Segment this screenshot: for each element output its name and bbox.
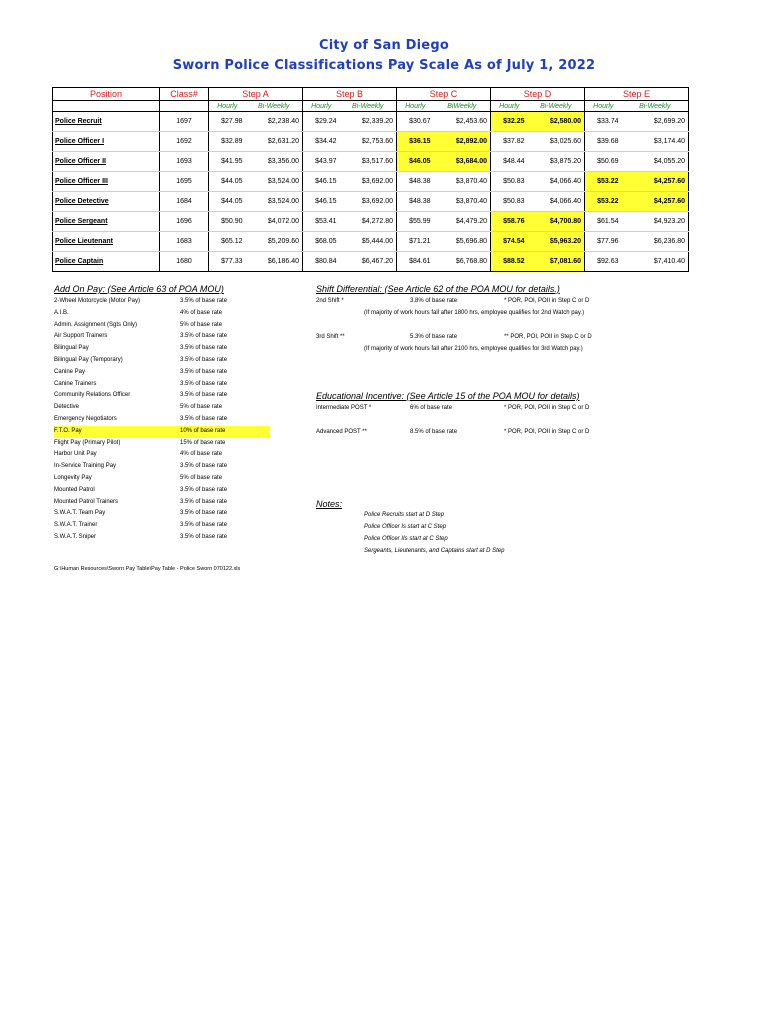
list-item xyxy=(54,438,270,450)
list-item xyxy=(54,402,270,414)
addon-name: F.T.O. Pay xyxy=(54,427,82,434)
position-cell: Police Lieutenant xyxy=(53,232,160,252)
biweekly-cell: $2,699.20 xyxy=(622,112,689,132)
biweekly-cell: $5,963.20 xyxy=(528,232,585,252)
table-row xyxy=(53,112,689,132)
header-step-c: Step C xyxy=(397,88,491,101)
table-row xyxy=(53,132,689,152)
addon-rate: 3.5% of base rate xyxy=(180,486,228,493)
note-line: Police Officer IIs start at C Step xyxy=(364,536,448,542)
shift2-label: 2nd Shift * xyxy=(316,298,344,304)
addon-name: Flight Pay (Primary Pilot) xyxy=(54,439,121,446)
addon-name: Bilingual Pay (Temporary) xyxy=(54,356,123,363)
biweekly-cell: $4,272.80 xyxy=(340,212,397,232)
header-position: Position xyxy=(53,88,160,101)
note-line: Police Officer Is start at C Step xyxy=(364,524,447,530)
list-item xyxy=(54,473,270,485)
addon-rate: 3.5% of base rate xyxy=(180,356,228,363)
addon-rate: 3.5% of base rate xyxy=(180,345,228,352)
list-item xyxy=(54,343,270,355)
hourly-cell: $50.83 xyxy=(491,172,528,192)
biweekly-cell: $4,066.40 xyxy=(528,172,585,192)
edu-heading: Educational Incentive: (See Article 15 of the POA MOU for details) xyxy=(316,391,580,401)
hourly-cell: $48.44 xyxy=(491,152,528,172)
class-cell: 1680 xyxy=(160,252,209,272)
subheader-hourly: Hourly xyxy=(491,101,528,112)
biweekly-cell: $2,580.00 xyxy=(528,112,585,132)
biweekly-cell: $6,236.80 xyxy=(622,232,689,252)
shift2-rate: 3.8% of base rate xyxy=(410,298,458,304)
biweekly-cell: $2,631.20 xyxy=(246,132,303,152)
hourly-cell: $32.25 xyxy=(491,112,528,132)
biweekly-cell: $3,174.40 xyxy=(622,132,689,152)
hourly-cell: $50.83 xyxy=(491,192,528,212)
hourly-cell: $34.42 xyxy=(303,132,340,152)
biweekly-cell: $3,524.00 xyxy=(246,192,303,212)
class-cell: 1692 xyxy=(160,132,209,152)
header-step-e: Step E xyxy=(585,88,689,101)
list-item xyxy=(54,508,270,520)
list-item xyxy=(54,379,270,391)
class-cell: 1683 xyxy=(160,232,209,252)
position-cell: Police Sergeant xyxy=(53,212,160,232)
biweekly-cell: $4,479.20 xyxy=(434,212,491,232)
addon-rate: 3.5% of base rate xyxy=(180,392,228,399)
addon-name: S.W.A.T. Trainer xyxy=(54,522,98,529)
biweekly-cell: $6,768.80 xyxy=(434,252,491,272)
biweekly-cell: $4,700.80 xyxy=(528,212,585,232)
table-row xyxy=(53,152,689,172)
hourly-cell: $53.22 xyxy=(585,192,622,212)
table-row xyxy=(53,252,689,272)
biweekly-cell: $3,870.40 xyxy=(434,172,491,192)
list-item xyxy=(54,355,270,367)
biweekly-cell: $7,410.40 xyxy=(622,252,689,272)
list-item xyxy=(54,390,270,402)
hourly-cell: $32.89 xyxy=(209,132,246,152)
biweekly-cell: $4,055.20 xyxy=(622,152,689,172)
file-path: G:\Human Resources\Sworn Pay Table\Pay Table - Police Sworn 070122.xls xyxy=(54,566,241,572)
position-cell: Police Captain xyxy=(53,252,160,272)
hourly-cell: $53.41 xyxy=(303,212,340,232)
biweekly-cell: $2,453.60 xyxy=(434,112,491,132)
addon-rate: 3.5% of base rate xyxy=(180,498,228,505)
hourly-cell: $44.05 xyxy=(209,192,246,212)
hourly-cell: $30.67 xyxy=(397,112,434,132)
biweekly-cell: $6,186.40 xyxy=(246,252,303,272)
hourly-cell: $44.05 xyxy=(209,172,246,192)
class-cell: 1695 xyxy=(160,172,209,192)
edu-intermediate-note: * POR, POI, POII in Step C or D xyxy=(504,405,590,411)
addon-name: S.W.A.T. Sniper xyxy=(54,533,97,540)
hourly-cell: $46.15 xyxy=(303,172,340,192)
addon-rate: 3.5% of base rate xyxy=(180,533,228,540)
addon-name: Canine Pay xyxy=(54,368,86,375)
addon-name: Bilingual Pay xyxy=(54,345,89,352)
edu-advanced-note: * POR, POI, POII in Step C or D xyxy=(504,429,590,435)
position-cell: Police Officer II xyxy=(53,152,160,172)
biweekly-cell: $2,339.20 xyxy=(340,112,397,132)
position-cell: Police Detective xyxy=(53,192,160,212)
biweekly-cell: $3,692.00 xyxy=(340,192,397,212)
addon-name: Emergency Negotiators xyxy=(54,415,117,422)
hourly-cell: $55.99 xyxy=(397,212,434,232)
biweekly-cell: $4,257.60 xyxy=(622,172,689,192)
hourly-cell: $77.33 xyxy=(209,252,246,272)
subheader-blank xyxy=(160,101,209,112)
subheader-biweekly: Bi-Weekly xyxy=(246,101,303,112)
biweekly-cell: $3,870.40 xyxy=(434,192,491,212)
class-cell: 1696 xyxy=(160,212,209,232)
hourly-cell: $39.68 xyxy=(585,132,622,152)
list-item xyxy=(54,331,270,343)
hourly-cell: $41.95 xyxy=(209,152,246,172)
subheader-hourly: Hourly xyxy=(585,101,622,112)
table-row xyxy=(53,232,689,252)
shift3-detail: (If majority of work hours fall after 2100 hrs, employee qualifies for 3rd Watch pay.) xyxy=(364,346,583,352)
class-cell: 1684 xyxy=(160,192,209,212)
list-item xyxy=(54,426,270,438)
table-subheader-row xyxy=(53,101,689,112)
header-step-a: Step A xyxy=(209,88,303,101)
list-item xyxy=(54,497,270,509)
subheader-biweekly: Bi-Weekly xyxy=(528,101,585,112)
addon-name: Air Support Trainers xyxy=(54,333,108,340)
hourly-cell: $36.15 xyxy=(397,132,434,152)
addon-rate: 3.5% of base rate xyxy=(180,522,228,529)
note-line: Police Recruits start at D Step xyxy=(364,512,445,518)
shift2-detail: (If majority of work hours fall after 1800 hrs, employee qualifies for 2nd Watch pay.) xyxy=(364,310,585,316)
notes-heading: Notes: xyxy=(316,499,343,509)
subheader-biweekly: Bi-Weekly xyxy=(622,101,689,112)
subheader-hourly: Hourly xyxy=(209,101,246,112)
list-item xyxy=(54,296,270,308)
list-item xyxy=(54,367,270,379)
addon-name: Harbor Unit Pay xyxy=(54,451,97,458)
biweekly-cell: $4,072.00 xyxy=(246,212,303,232)
note-line: Sergeants, Lieutenants, and Captains start at D Step xyxy=(364,548,505,554)
addon-name: Admin. Assignment (Sgts Only) xyxy=(54,321,138,328)
hourly-cell: $46.05 xyxy=(397,152,434,172)
subheader-hourly: Hourly xyxy=(303,101,340,112)
biweekly-cell: $3,025.60 xyxy=(528,132,585,152)
hourly-cell: $50.90 xyxy=(209,212,246,232)
edu-intermediate-label: Intermediate POST * xyxy=(316,405,372,411)
addon-rate: 3.5% of base rate xyxy=(180,368,228,375)
table-header-row xyxy=(53,88,689,101)
biweekly-cell: $4,257.60 xyxy=(622,192,689,212)
table-row xyxy=(53,212,689,232)
hourly-cell: $71.21 xyxy=(397,232,434,252)
addon-rate: 3.5% of base rate xyxy=(180,298,228,304)
addon-name: Mounted Patrol Trainers xyxy=(54,498,119,505)
addon-rate: 10% of base rate xyxy=(180,427,226,434)
shift3-note: ** POR, POI, POII in Step C or D xyxy=(504,334,592,340)
list-item xyxy=(54,320,270,332)
addon-rate: 3.5% of base rate xyxy=(180,415,228,422)
hourly-cell: $58.76 xyxy=(491,212,528,232)
table-row xyxy=(53,192,689,212)
table-row xyxy=(53,172,689,192)
position-cell: Police Officer III xyxy=(53,172,160,192)
biweekly-cell: $2,238.40 xyxy=(246,112,303,132)
biweekly-cell: $3,875.20 xyxy=(528,152,585,172)
class-cell: 1697 xyxy=(160,112,209,132)
biweekly-cell: $5,696.80 xyxy=(434,232,491,252)
addon-rate: 3.5% of base rate xyxy=(180,510,228,517)
biweekly-cell: $2,753.60 xyxy=(340,132,397,152)
addon-rate: 5% of base rate xyxy=(180,404,223,411)
page-title: City of San Diego xyxy=(319,38,449,53)
biweekly-cell: $5,209.60 xyxy=(246,232,303,252)
hourly-cell: $65.12 xyxy=(209,232,246,252)
hourly-cell: $29.24 xyxy=(303,112,340,132)
addon-rate: 3.5% of base rate xyxy=(180,333,228,340)
position-cell: Police Officer I xyxy=(53,132,160,152)
subheader-blank xyxy=(53,101,160,112)
addon-name: Mounted Patrol xyxy=(54,486,95,493)
addon-list xyxy=(54,296,270,544)
hourly-cell: $27.98 xyxy=(209,112,246,132)
shift3-rate: 5.3% of base rate xyxy=(410,334,458,340)
list-item xyxy=(54,532,270,544)
hourly-cell: $92.63 xyxy=(585,252,622,272)
addon-rate: 4% of base rate xyxy=(180,451,223,458)
subheader-biweekly: Bi-Weekly xyxy=(340,101,397,112)
page-subtitle: Sworn Police Classifications Pay Scale As of July 1, 2022 xyxy=(172,58,596,73)
hourly-cell: $50.69 xyxy=(585,152,622,172)
hourly-cell: $43.97 xyxy=(303,152,340,172)
hourly-cell: $80.84 xyxy=(303,252,340,272)
addon-rate: 3.5% of base rate xyxy=(180,463,228,470)
hourly-cell: $48.38 xyxy=(397,192,434,212)
pay-scale-table xyxy=(52,87,689,272)
list-item xyxy=(54,461,270,473)
hourly-cell: $61.54 xyxy=(585,212,622,232)
edu-intermediate-rate: 6% of base rate xyxy=(410,405,453,411)
shift2-note: * POR, POI, POII in Step C or D xyxy=(504,298,590,304)
hourly-cell: $33.74 xyxy=(585,112,622,132)
list-item xyxy=(54,449,270,461)
addon-rate: 5% of base rate xyxy=(180,321,223,328)
hourly-cell: $84.61 xyxy=(397,252,434,272)
addon-name: S.W.A.T. Team Pay xyxy=(54,510,106,517)
hourly-cell: $88.52 xyxy=(491,252,528,272)
edu-advanced-rate: 8.5% of base rate xyxy=(410,429,458,435)
addon-name: In-Service Training Pay xyxy=(54,463,117,470)
hourly-cell: $68.05 xyxy=(303,232,340,252)
shift3-label: 3rd Shift ** xyxy=(316,334,345,340)
addon-heading: Add On Pay: (See Article 63 of POA MOU) xyxy=(54,284,224,294)
biweekly-cell: $4,923.20 xyxy=(622,212,689,232)
hourly-cell: $37.82 xyxy=(491,132,528,152)
biweekly-cell: $3,356.00 xyxy=(246,152,303,172)
list-item xyxy=(54,414,270,426)
hourly-cell: $48.38 xyxy=(397,172,434,192)
addon-name: Canine Trainers xyxy=(54,380,97,387)
header-step-b: Step B xyxy=(303,88,397,101)
biweekly-cell: $3,517.60 xyxy=(340,152,397,172)
subheader-hourly: Hourly xyxy=(397,101,434,112)
addon-name: Longevity Pay xyxy=(54,474,92,481)
addon-name: A.I.B. xyxy=(54,309,69,316)
subheader-biweekly: BiWeekly xyxy=(434,101,491,112)
hourly-cell: $77.96 xyxy=(585,232,622,252)
hourly-cell: $74.54 xyxy=(491,232,528,252)
addon-rate: 15% of base rate xyxy=(180,439,226,446)
position-cell: Police Recruit xyxy=(53,112,160,132)
hourly-cell: $53.22 xyxy=(585,172,622,192)
addon-rate: 4% of base rate xyxy=(180,309,223,316)
addon-name: Community Relations Officer xyxy=(54,392,131,399)
biweekly-cell: $3,684.00 xyxy=(434,152,491,172)
biweekly-cell: $2,892.00 xyxy=(434,132,491,152)
addon-name: Detective xyxy=(54,404,80,411)
edu-advanced-label: Advanced POST ** xyxy=(316,429,367,435)
shift-heading: Shift Differential: (See Article 62 of the POA MOU for details.) xyxy=(316,284,560,294)
biweekly-cell: $3,524.00 xyxy=(246,172,303,192)
biweekly-cell: $7,081.60 xyxy=(528,252,585,272)
list-item xyxy=(54,520,270,532)
biweekly-cell: $3,692.00 xyxy=(340,172,397,192)
header-step-d: Step D xyxy=(491,88,585,101)
hourly-cell: $46.15 xyxy=(303,192,340,212)
biweekly-cell: $4,066.40 xyxy=(528,192,585,212)
header-class: Class# xyxy=(160,88,209,101)
biweekly-cell: $5,444.00 xyxy=(340,232,397,252)
addon-name: 2-Wheel Motorcycle (Motor Pay) xyxy=(54,298,141,304)
biweekly-cell: $6,467.20 xyxy=(340,252,397,272)
addon-rate: 3.5% of base rate xyxy=(180,380,228,387)
class-cell: 1693 xyxy=(160,152,209,172)
list-item xyxy=(54,485,270,497)
addon-rate: 5% of base rate xyxy=(180,474,223,481)
list-item xyxy=(54,308,270,320)
